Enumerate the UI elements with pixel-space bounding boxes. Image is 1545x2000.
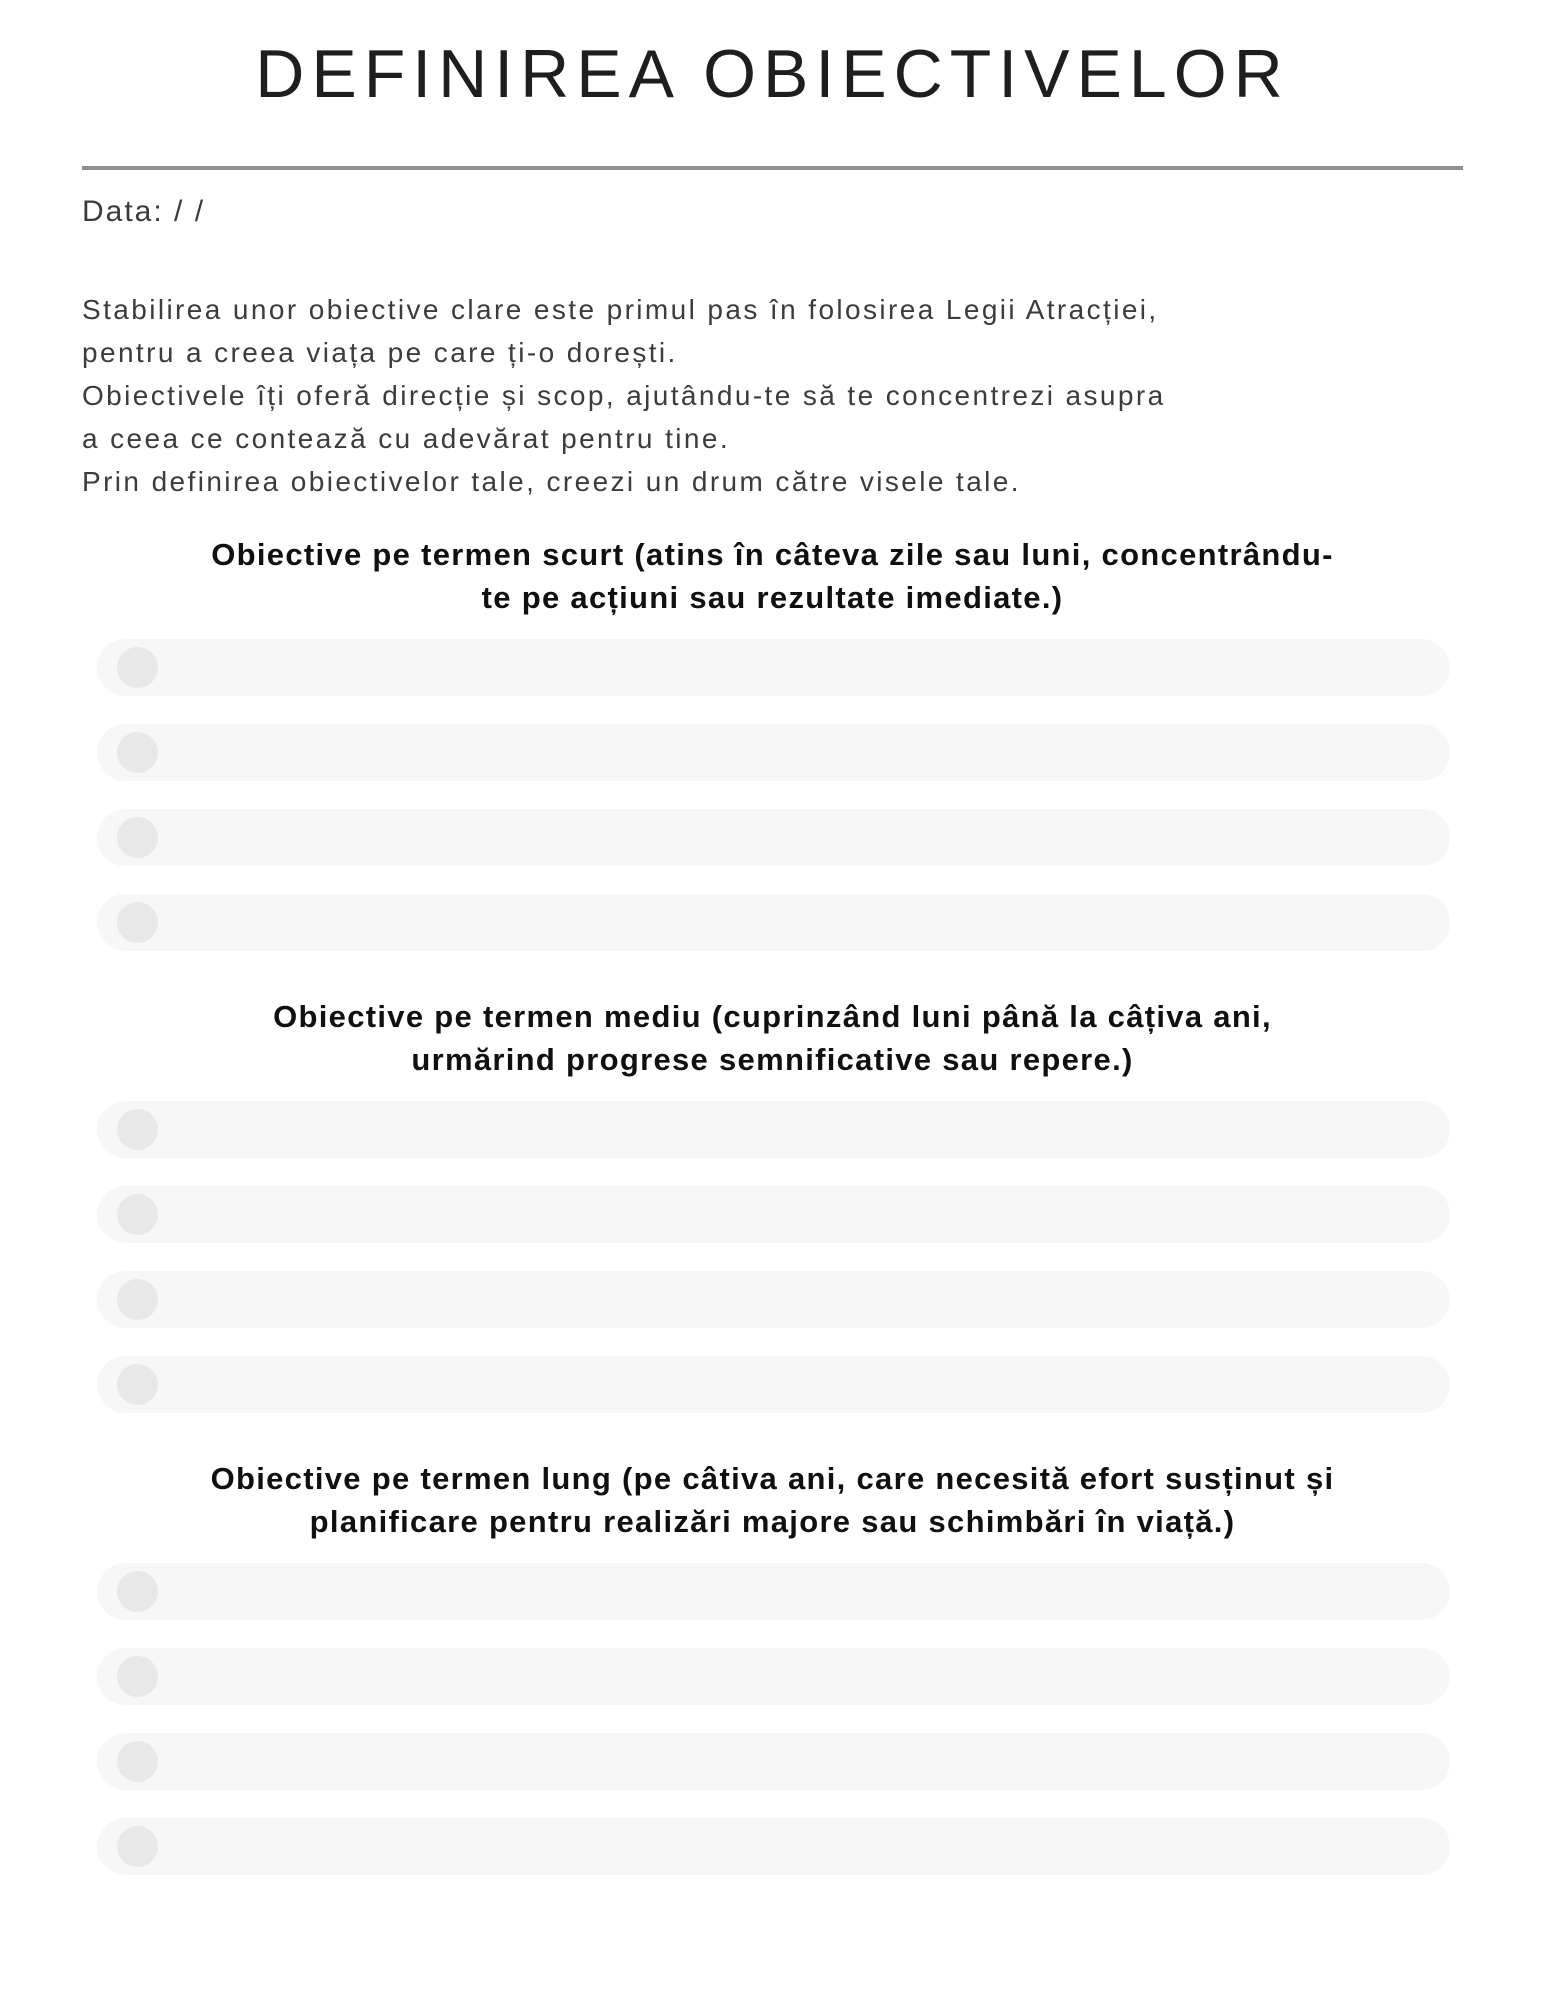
bullet-circle-icon: [117, 1656, 158, 1697]
bullet-circle-icon: [117, 1279, 158, 1320]
section-short-term: [82, 533, 1463, 951]
bullet-circle-icon: [117, 1826, 158, 1867]
section-long-term-rows: [82, 1563, 1463, 1875]
objective-row[interactable]: [97, 809, 1450, 866]
date-field[interactable]: Data: / /: [82, 195, 206, 228]
bullet-circle-icon: [117, 1571, 158, 1612]
objective-row[interactable]: [97, 1186, 1450, 1243]
objective-row[interactable]: [97, 1648, 1450, 1705]
bullet-circle-icon: [117, 732, 158, 773]
bullet-circle-icon: [117, 1194, 158, 1235]
objective-row[interactable]: [97, 1733, 1450, 1790]
section-medium-term: [82, 995, 1463, 1413]
intro-line: a ceea ce contează cu adevărat pentru tine.: [82, 423, 731, 454]
section-medium-term-rows: [82, 1101, 1463, 1413]
page-title: DEFINIREA OBIECTIVELOR: [255, 36, 1290, 112]
objective-row[interactable]: [97, 1101, 1450, 1158]
objective-row[interactable]: [97, 639, 1450, 696]
bullet-circle-icon: [117, 1741, 158, 1782]
section-short-term-heading: [82, 533, 1463, 619]
section-heading-line: planificare pentru realizări majore sau schimbări în viață.): [309, 1504, 1236, 1539]
section-heading-line: Obiective pe termen lung (pe câtiva ani, care necesită efort susținut și: [210, 1461, 1335, 1496]
bullet-circle-icon: [117, 647, 158, 688]
objective-row[interactable]: [97, 1818, 1450, 1875]
objective-row[interactable]: [97, 1356, 1450, 1413]
intro-line: pentru a creea viața pe care ți-o dorești.: [82, 337, 678, 368]
bullet-circle-icon: [117, 1364, 158, 1405]
intro-line: Stabilirea unor obiective clare este primul pas în folosirea Legii Atracției,: [82, 294, 1159, 325]
intro-paragraph: [82, 288, 1463, 503]
bullet-circle-icon: [117, 817, 158, 858]
intro-line: Prin definirea obiectivelor tale, creezi un drum către visele tale.: [82, 466, 1021, 497]
title-separator: [82, 166, 1463, 170]
intro-line: Obiectivele îți oferă direcție și scop, ajutându-te să te concentrezi asupra: [82, 380, 1166, 411]
bullet-circle-icon: [117, 902, 158, 943]
section-long-term-heading: [82, 1457, 1463, 1543]
section-short-term-rows: [82, 639, 1463, 951]
section-medium-term-heading: [82, 995, 1463, 1081]
objective-row[interactable]: [97, 724, 1450, 781]
objective-row[interactable]: [97, 1271, 1450, 1328]
bullet-circle-icon: [117, 1109, 158, 1150]
objective-row[interactable]: [97, 1563, 1450, 1620]
section-heading-line: Obiective pe termen scurt (atins în câteva zile sau luni, concentrându-: [211, 537, 1334, 572]
section-heading-line: Obiective pe termen mediu (cuprinzând luni până la câțiva ani,: [273, 999, 1272, 1034]
section-heading-line: te pe acțiuni sau rezultate imediate.): [481, 580, 1064, 615]
section-long-term: [82, 1457, 1463, 1875]
objective-row[interactable]: [97, 894, 1450, 951]
section-heading-line: urmărind progrese semnificative sau repere.): [411, 1042, 1134, 1077]
